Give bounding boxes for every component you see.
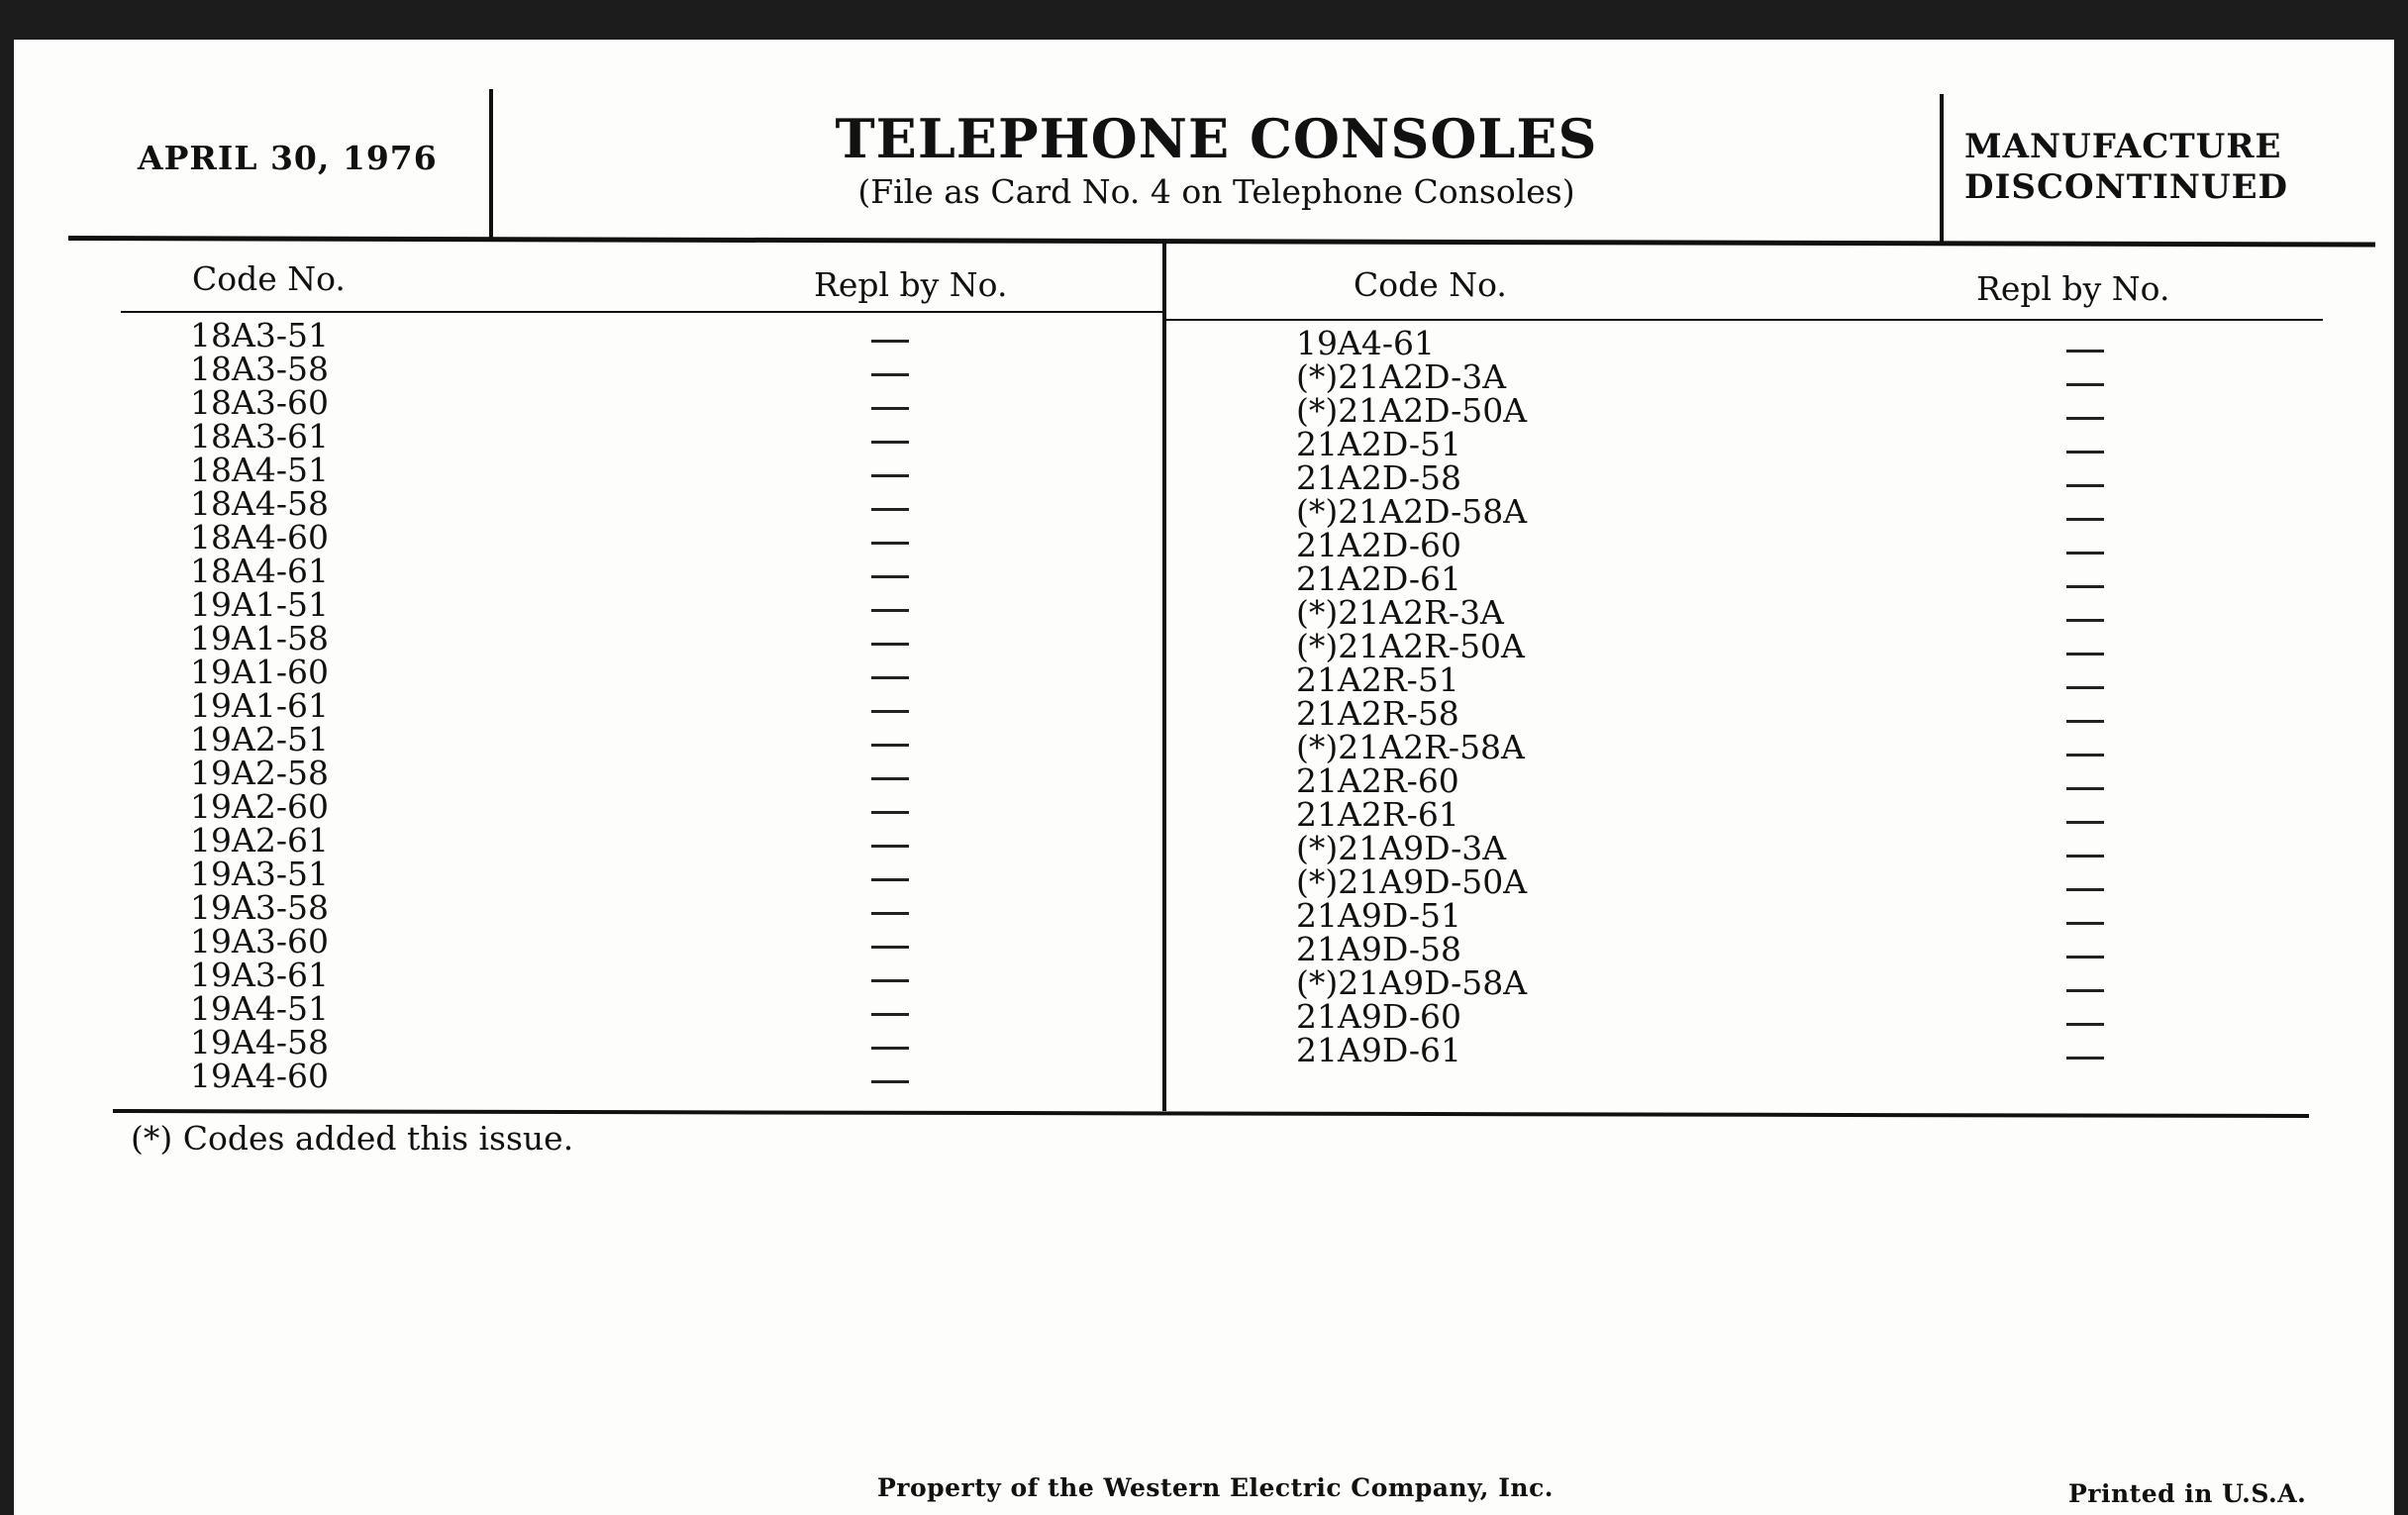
replacement-entry	[2046, 534, 2125, 567]
em-dash-mark	[2066, 1057, 2104, 1060]
em-dash-mark	[871, 407, 909, 410]
replacement-entry	[2046, 769, 2125, 803]
em-dash-mark	[2066, 518, 2104, 521]
em-dash-mark	[2066, 686, 2104, 689]
em-dash-mark	[2066, 585, 2104, 588]
code-entry: 18A4-51	[190, 451, 329, 489]
code-entry: 21A2R-61	[1296, 795, 1459, 834]
replacement-entry	[2046, 938, 2125, 971]
right-header-rule	[1166, 319, 2323, 321]
em-dash-mark	[871, 777, 909, 780]
em-dash-mark	[2066, 855, 2104, 858]
code-entry: (*)21A9D-58A	[1296, 963, 1528, 1002]
em-dash-mark	[871, 811, 909, 814]
code-entry: 18A3-58	[190, 350, 329, 388]
code-entry: 21A2D-60	[1296, 526, 1462, 564]
code-entry: 18A4-60	[190, 518, 329, 556]
code-entry: 21A2D-61	[1296, 559, 1462, 598]
right-repl-header: Repl by No.	[1976, 269, 2170, 308]
replacement-entry	[2046, 601, 2125, 635]
replacement-entry	[2046, 904, 2125, 938]
code-entry: (*)21A2D-3A	[1296, 357, 1507, 396]
right-code-header: Code No.	[1354, 265, 1507, 304]
replacement-entry	[2046, 399, 2125, 433]
em-dash-mark	[2066, 619, 2104, 622]
replacement-entry	[2046, 1005, 2125, 1039]
code-entry: 21A2R-58	[1296, 694, 1459, 733]
property-notice: Property of the Western Electric Company, Inc.	[877, 1473, 1555, 1502]
em-dash-mark	[871, 609, 909, 612]
code-entry: (*)21A2R-58A	[1296, 728, 1525, 766]
code-entry: (*)21A2R-50A	[1296, 627, 1525, 665]
code-entry: 21A2D-58	[1296, 458, 1462, 497]
code-entry: 21A2R-60	[1296, 761, 1459, 800]
code-entry: 19A3-58	[190, 888, 329, 927]
replacement-entry	[851, 726, 930, 759]
replacement-entry	[2046, 803, 2125, 837]
replacement-entry	[851, 759, 930, 793]
document-card	[14, 40, 2394, 1515]
code-entry: 21A9D-60	[1296, 997, 1462, 1036]
em-dash-mark	[871, 744, 909, 747]
status-line-1: MANUFACTURE	[1964, 127, 2282, 166]
code-entry: 19A3-51	[190, 855, 329, 893]
issue-date: APRIL 30, 1976	[138, 139, 438, 177]
footnote: (*) Codes added this issue.	[131, 1119, 574, 1158]
replacement-entry	[851, 322, 930, 355]
em-dash-mark	[871, 340, 909, 343]
replacement-entry	[2046, 332, 2125, 365]
code-entry: 19A2-60	[190, 787, 329, 826]
em-dash-mark	[871, 912, 909, 915]
code-entry: 19A4-60	[190, 1057, 329, 1095]
code-entry: 18A3-61	[190, 417, 329, 455]
em-dash-mark	[871, 1047, 909, 1050]
left-code-list	[190, 316, 329, 1095]
replacement-entry	[2046, 635, 2125, 668]
code-entry: 21A2R-51	[1296, 660, 1459, 699]
code-entry: (*)21A9D-3A	[1296, 829, 1507, 867]
replacement-entry	[851, 793, 930, 827]
replacement-entry	[851, 995, 930, 1029]
em-dash-mark	[2066, 383, 2104, 386]
status-line-2: DISCONTINUED	[1964, 167, 2289, 207]
code-entry: 19A2-61	[190, 821, 329, 859]
em-dash-mark	[871, 1080, 909, 1083]
em-dash-mark	[871, 845, 909, 848]
replacement-entry	[851, 1029, 930, 1062]
replacement-entry	[2046, 466, 2125, 500]
em-dash-mark	[871, 373, 909, 376]
replacement-entry	[851, 860, 930, 894]
replacement-entry	[2046, 1039, 2125, 1072]
replacement-entry	[2046, 668, 2125, 702]
replacement-entry	[2046, 837, 2125, 870]
code-entry: 18A3-51	[190, 316, 329, 354]
replacement-entry	[851, 591, 930, 625]
left-code-header: Code No.	[192, 259, 346, 298]
code-entry: 19A3-61	[190, 956, 329, 994]
em-dash-mark	[2066, 922, 2104, 925]
code-entry: (*)21A2D-58A	[1296, 492, 1528, 531]
code-entry: 18A4-61	[190, 552, 329, 590]
em-dash-mark	[2066, 552, 2104, 555]
header-rule	[68, 236, 2375, 248]
code-entry: 21A2D-51	[1296, 425, 1462, 463]
em-dash-mark	[871, 575, 909, 578]
em-dash-mark	[871, 441, 909, 444]
em-dash-mark	[2066, 821, 2104, 824]
replacement-entry	[851, 490, 930, 524]
em-dash-mark	[871, 474, 909, 477]
code-entry: 19A4-61	[1296, 324, 1435, 362]
page-subtitle: (File as Card No. 4 on Telephone Consoles)	[857, 172, 1575, 211]
replacement-entry	[851, 928, 930, 961]
replacement-entry	[2046, 433, 2125, 466]
page-title: TELEPHONE CONSOLES	[835, 107, 1598, 170]
printed-notice: Printed in U.S.A.	[2068, 1479, 2307, 1508]
em-dash-mark	[2066, 787, 2104, 790]
replacement-entry	[2046, 567, 2125, 601]
replacement-entry	[2046, 971, 2125, 1005]
replacement-entry	[851, 894, 930, 928]
left-repl-header: Repl by No.	[814, 265, 1008, 304]
code-entry: (*)21A2R-3A	[1296, 593, 1504, 632]
em-dash-mark	[871, 643, 909, 646]
replacement-entry	[2046, 365, 2125, 399]
em-dash-mark	[871, 676, 909, 679]
right-repl-list	[2046, 332, 2125, 1072]
em-dash-mark	[2066, 1023, 2104, 1026]
em-dash-mark	[871, 1013, 909, 1016]
code-entry: 18A3-60	[190, 383, 329, 422]
header-divider-right	[1940, 94, 1944, 243]
em-dash-mark	[871, 979, 909, 982]
replacement-entry	[851, 658, 930, 692]
code-entry: 21A9D-61	[1296, 1031, 1462, 1069]
replacement-entry	[2046, 702, 2125, 736]
status-label	[1964, 127, 2289, 208]
em-dash-mark	[871, 878, 909, 881]
replacement-entry	[851, 827, 930, 860]
code-entry: 19A1-60	[190, 653, 329, 691]
em-dash-mark	[2066, 350, 2104, 353]
code-entry: 19A4-58	[190, 1023, 329, 1061]
replacement-entry	[851, 423, 930, 456]
em-dash-mark	[2066, 484, 2104, 487]
em-dash-mark	[871, 542, 909, 545]
em-dash-mark	[2066, 720, 2104, 723]
code-entry: 19A2-51	[190, 720, 329, 758]
em-dash-mark	[2066, 653, 2104, 656]
em-dash-mark	[2066, 989, 2104, 992]
em-dash-mark	[2066, 956, 2104, 959]
code-entry: 19A2-58	[190, 754, 329, 792]
code-entry: (*)21A9D-50A	[1296, 862, 1528, 901]
replacement-entry	[851, 389, 930, 423]
code-entry: 19A1-58	[190, 619, 329, 657]
right-code-list	[1296, 324, 1528, 1069]
em-dash-mark	[2066, 451, 2104, 454]
code-entry: 18A4-58	[190, 484, 329, 523]
code-entry: 21A9D-51	[1296, 896, 1462, 935]
replacement-entry	[851, 1062, 930, 1096]
replacement-entry	[851, 355, 930, 389]
em-dash-mark	[2066, 417, 2104, 420]
code-entry: 21A9D-58	[1296, 930, 1462, 968]
left-repl-list	[851, 322, 930, 1096]
table-bottom-rule	[113, 1109, 2309, 1118]
code-entry: (*)21A2D-50A	[1296, 391, 1528, 430]
replacement-entry	[851, 692, 930, 726]
code-entry: 19A1-51	[190, 585, 329, 624]
replacement-entry	[2046, 870, 2125, 904]
em-dash-mark	[2066, 754, 2104, 757]
code-entry: 19A1-61	[190, 686, 329, 725]
code-entry: 19A3-60	[190, 922, 329, 960]
replacement-entry	[2046, 736, 2125, 769]
replacement-entry	[851, 557, 930, 591]
replacement-entry	[851, 524, 930, 557]
replacement-entry	[2046, 500, 2125, 534]
replacement-entry	[851, 456, 930, 490]
code-entry: 19A4-51	[190, 989, 329, 1028]
em-dash-mark	[871, 946, 909, 949]
center-divider	[1162, 244, 1166, 1111]
em-dash-mark	[871, 508, 909, 511]
left-header-rule	[121, 311, 1162, 313]
em-dash-mark	[2066, 888, 2104, 891]
replacement-entry	[851, 961, 930, 995]
replacement-entry	[851, 625, 930, 658]
em-dash-mark	[871, 710, 909, 713]
